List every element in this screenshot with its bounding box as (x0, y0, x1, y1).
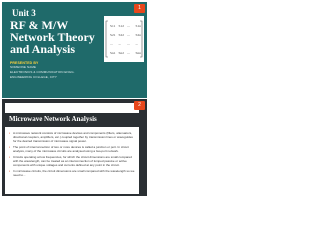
matrix-cell: S12 (118, 24, 124, 28)
s-matrix-graphic (104, 16, 144, 62)
matrix-cell: ... (127, 51, 130, 55)
s-matrix-svg (104, 16, 144, 62)
slide-thumbnail-title[interactable] (2, 2, 147, 98)
matrix-cell: S2n (135, 33, 141, 37)
title-block (10, 9, 110, 80)
matrix-cell: S21 (110, 33, 116, 37)
slide-thumbnail-content[interactable] (2, 99, 147, 196)
matrix-cell: S22 (118, 33, 124, 37)
matrix-cell: Sn1 (110, 51, 116, 55)
matrix-cell: ... (110, 42, 113, 46)
presenter-line: SOMEONE NAME (10, 65, 37, 69)
matrix-cell: Sn2 (118, 51, 124, 55)
chapter-label: Unit 3 (12, 8, 36, 18)
slide-title: RF & M/W Network Theory and Analysis (10, 18, 95, 56)
bullet-item: ▪ In microwave circuits, the circuit dimensions are small compared with the wavelength so we need to... (9, 169, 137, 177)
matrix-cell: ... (127, 24, 130, 28)
matrix-cell: S11 (110, 24, 116, 28)
bullet-list (9, 131, 137, 179)
slide-number-badge: 1 (134, 4, 145, 13)
matrix-cell: ... (127, 33, 130, 37)
presenter-line: ENGINEERING COLLEGE, CITY (10, 75, 58, 79)
matrix-cell: ... (118, 42, 122, 46)
matrix-cell: S1n (135, 24, 141, 28)
content-panel (5, 103, 139, 194)
slide-title: Microwave Network Analysis (9, 115, 97, 123)
bullet-item: ▪ A microwave network consists of microwave devices and components (filters, attenuators, directional couplers, amplifiers, etc.) coupled together by transmission lines or waveguides for the desired transmission of microwave signal power. (9, 131, 137, 143)
slide-number-badge: 2 (134, 101, 145, 110)
presenter-line: ELECTRONICS & COMMUNICATION ENGG. (10, 70, 75, 74)
bullet-item: ▪ Circuits operating at low frequencies, for which the circuit dimensions are small compared with the wavelength, can be treated as an interconnection of lumped passive or active components with unique voltages and currents defined at any point in the circuit. (9, 155, 137, 167)
matrix-cell: ... (135, 42, 139, 46)
bullet-item: ▪ The point of interconnection of two or more devices is called a junction or port. In circuit analysis, many of the microwave circuits are analysed using a two-port network. (9, 145, 137, 153)
matrix-cell: Snn (135, 51, 141, 55)
matrix-cell: ... (127, 42, 130, 46)
slide-thumbnail-strip (0, 0, 149, 198)
presented-by-label: PRESENTED BY (10, 61, 39, 65)
